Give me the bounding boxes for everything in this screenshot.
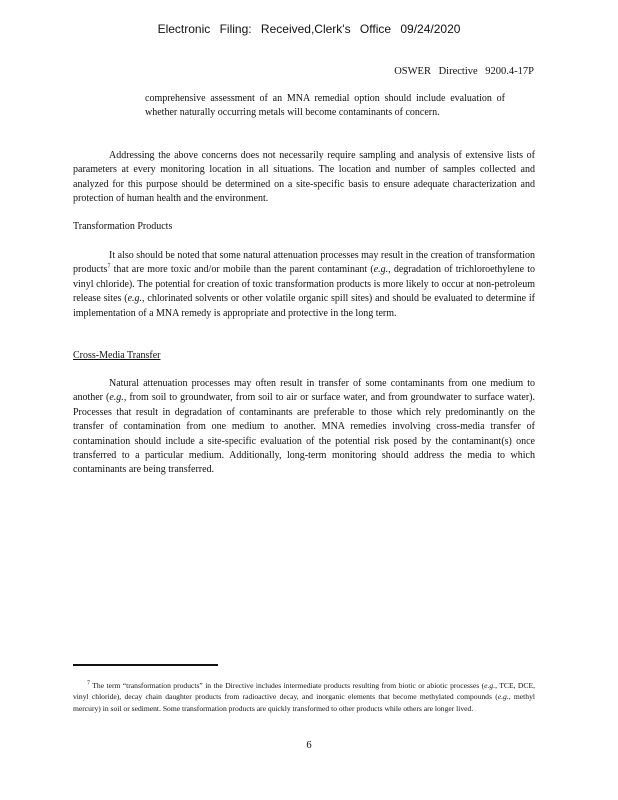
- eg-abbreviation: e.g.: [484, 681, 496, 690]
- text-segment: Natural attenuation processes may often result in transfer of some contaminants from one medium to another (: [73, 378, 535, 404]
- paragraph-addressing-concerns: Addressing the above concerns does not necessarily require sampling and analysis of extensive lists of parameters at every monitoring location in all situations. The location and number of samples collected and analyzed for this purpose should be determined on a site-specific basis to ensure adequate characterization and protection of human health and the environment.: [73, 150, 535, 205]
- filing-stamp-banner: Electronic Filing: Received,Clerk's Office 09/24/2020: [157, 22, 461, 36]
- text-segment: , from soil to groundwater, from soil to air or surface water, and from groundwater to surface water). Processes that result in degradation of contaminants are preferable to those which rely predominantly on the transfer of contamination from one medium to another. MNA remedies involving cross-media transfer of contamination should include a site-specific evaluation of the potential risk posed by the contaminant(s) once transferred to a particular medium. Additionally, long-term monitoring should address the media to which contaminants are being transferred.: [73, 392, 535, 476]
- text-segment: that are more toxic and/or mobile than the parent contaminant (: [110, 264, 374, 276]
- paragraph-cross-media-transfer: [73, 377, 535, 478]
- text-segment: , methyl mercury) in soil or sediment. Some transformation products are quickly transformed to other products while others are longer lived.: [73, 692, 535, 713]
- text-segment: , TCE, DCE, vinyl chloride), decay chain daughter products from radioactive decay, and inorganic elements that become methylated compounds (: [73, 681, 536, 702]
- footnote-separator: [73, 664, 218, 666]
- eg-abbreviation: e.g.: [497, 692, 509, 702]
- heading-transformation-products: Transformation Products: [73, 221, 173, 232]
- directive-number: OSWER Directive 9200.4-17P: [394, 66, 534, 77]
- continued-paragraph: comprehensive assessment of an MNA remedial option should include evaluation of whether naturally occurring metals will become contaminants of concern.: [145, 93, 505, 119]
- footnote-7: [73, 680, 535, 714]
- heading-cross-media-transfer: Cross-Media Transfer: [73, 350, 161, 361]
- text-segment: It also should be noted that some natural attenuation processes may result in the creation of transformation products: [73, 250, 535, 276]
- eg-abbreviation: e.g.: [109, 392, 124, 404]
- page-number: 6: [306, 740, 312, 751]
- text-segment: The term “transformation products” in the Directive includes intermediate products resulting from biotic or abiotic processes (: [90, 681, 485, 690]
- eg-abbreviation: e.g.: [127, 293, 143, 305]
- eg-abbreviation: e.g.: [373, 264, 389, 276]
- text-segment: , chlorinated solvents or other volatile organic spill sites) and should be evaluated to determine if implementation of a MNA remedy is appropriate and protective in the long term.: [73, 293, 535, 319]
- footnote-number: 7: [87, 680, 90, 687]
- footnote-reference: 7: [107, 264, 111, 271]
- paragraph-transformation-products: [73, 249, 535, 321]
- text-segment: , degradation of trichloroethylene to vinyl chloride). The potential for creation of toxic transformation products is more likely to occur at non-petroleum release sites (: [73, 264, 535, 305]
